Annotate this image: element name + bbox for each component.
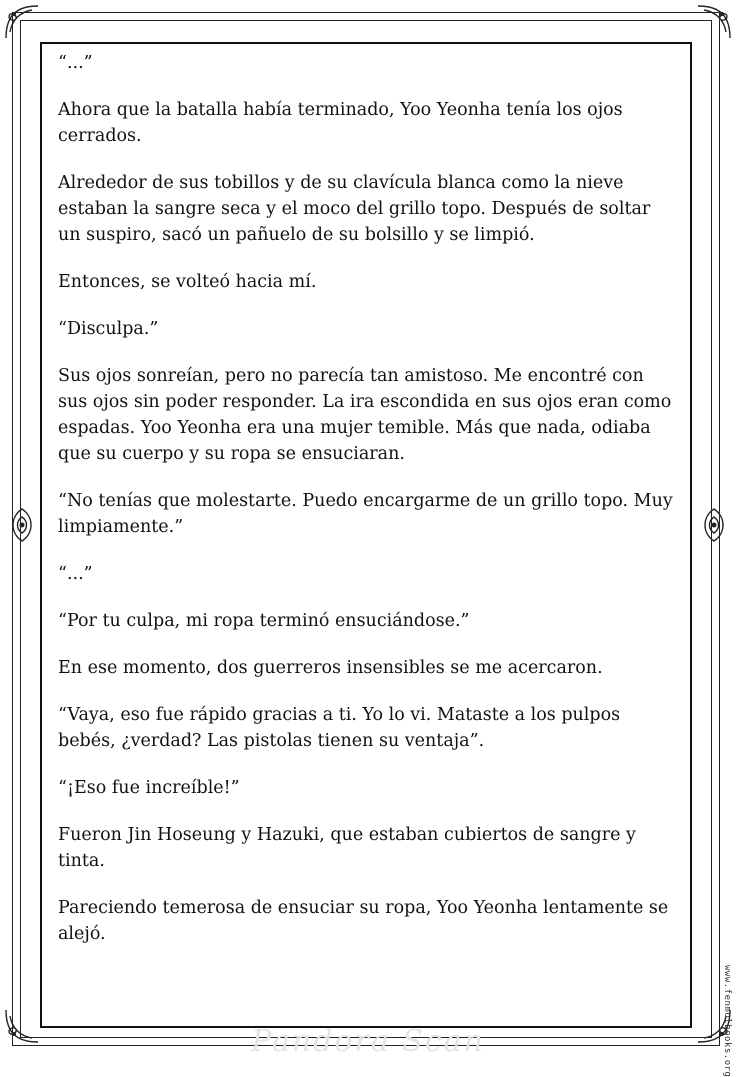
paragraph: “Disculpa.” [58,319,159,339]
paragraph: Sus ojos sonreían, pero no parecía tan amistoso. Me encontré con sus ojos sin poder responder. La ira escondida en sus ojos eran como espadas. Yoo Yeonha era una mujer temible. Más que nada, odiaba que su cuerpo y su ropa se ensuciaran. [58,366,672,464]
paragraph: “Vaya, eso fue rápido gracias a ti. Yo lo vi. Mataste a los pulpos bebés, ¿verdad? Las pistolas tienen su ventaja”. [58,705,621,751]
paragraph: En ese momento, dos guerreros insensibles se me acercaron. [58,658,603,678]
side-ornament-icon [694,505,734,545]
side-ornament-icon [2,505,42,545]
side-url-text: www.fenmolbooks.org [722,965,732,1077]
paragraph: “...” [58,564,93,584]
paragraph: “¡Eso fue increíble!” [58,778,240,798]
paragraph: “Por tu culpa, mi ropa terminó ensuciándose.” [58,611,470,631]
corner-ornament-icon [694,2,734,42]
page-text [58,50,678,968]
corner-ornament-icon [2,2,42,42]
paragraph: Ahora que la batalla había terminado, Yoo Yeonha tenía los ojos cerrados. [58,100,623,146]
paragraph: Fueron Jin Hoseung y Hazuki, que estaban cubiertos de sangre y tinta. [58,825,636,871]
watermark: Pandora Scan [251,1024,485,1059]
paragraph: Entonces, se volteó hacia mí. [58,272,317,292]
paragraph: “No tenías que molestarte. Puedo encargarme de un grillo topo. Muy limpiamente.” [58,491,673,537]
paragraph: “...” [58,53,93,73]
paragraph: Alrededor de sus tobillos y de su clavícula blanca como la nieve estaban la sangre seca y el moco del grillo topo. Después de soltar un suspiro, sacó un pañuelo de su bolsillo y se limpió. [58,173,651,245]
paragraph: Pareciendo temerosa de ensuciar su ropa, Yoo Yeonha lentamente se alejó. [58,898,669,944]
